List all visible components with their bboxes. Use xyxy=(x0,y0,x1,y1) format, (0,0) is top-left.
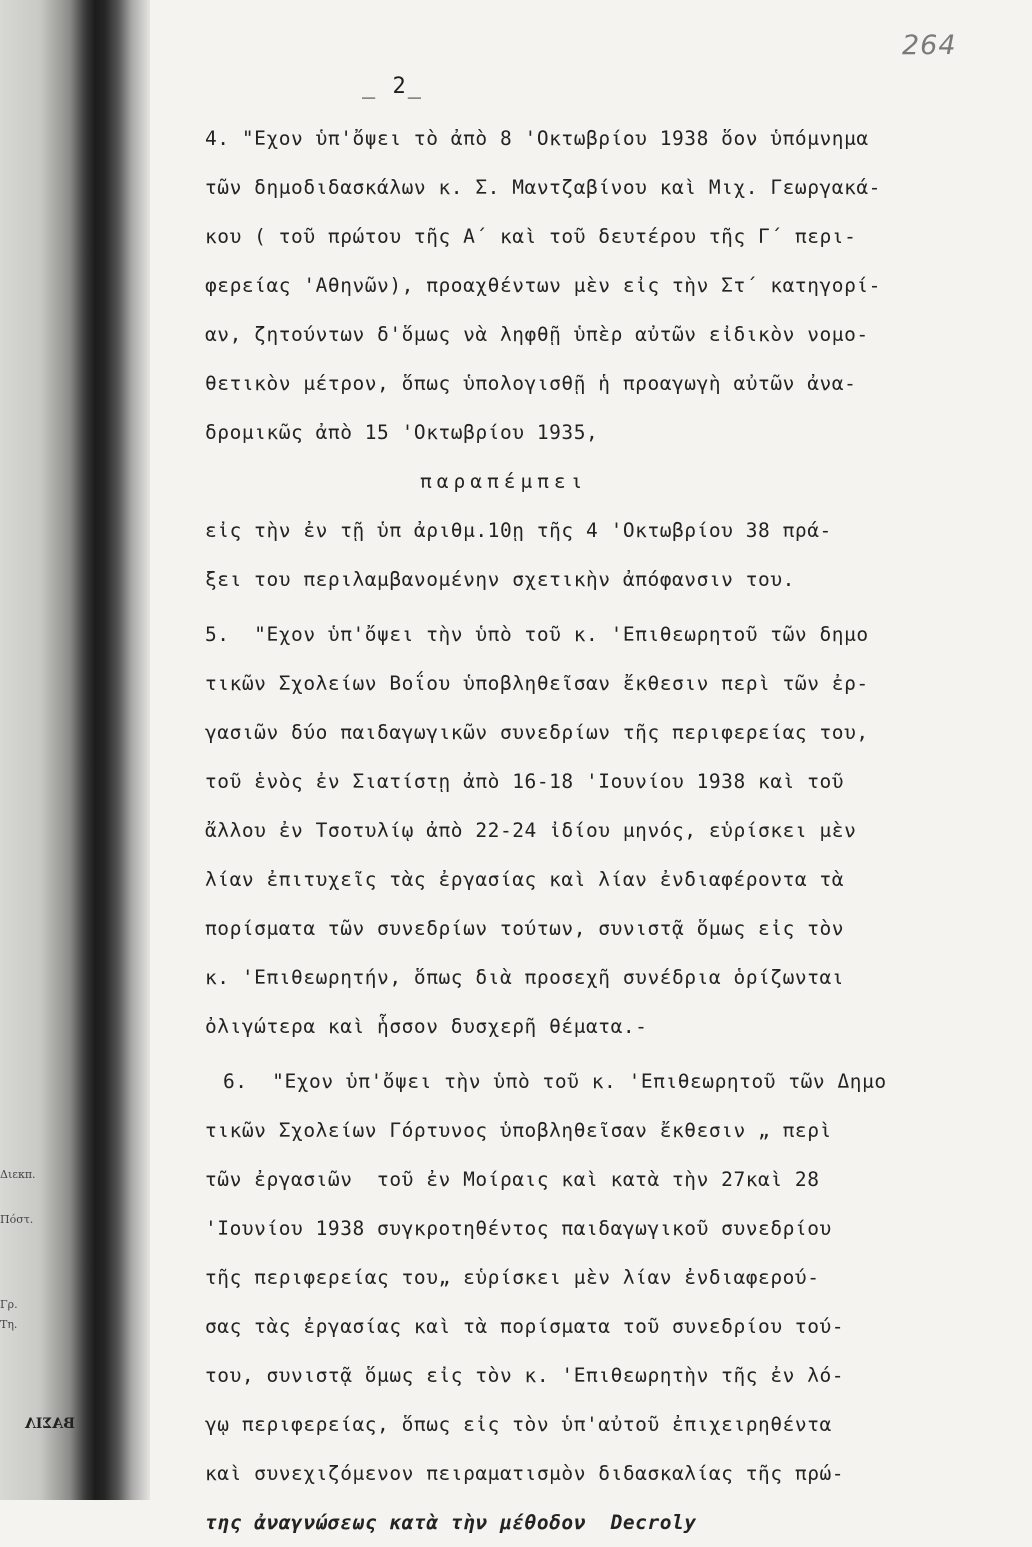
text-line: 'Ιουνίου 1938 συγκροτηθέντος παιδαγωγικοῦ συνεδρίου xyxy=(205,1217,832,1240)
text-line: ξει του περιλαμβανομένην σχετικὴν ἀπόφανσιν του. xyxy=(205,568,795,591)
page-number: _ 2_ xyxy=(362,74,423,99)
text-line: τῶν δημοδιδασκάλων κ. Σ. Μαντζαβίνου καὶ Μιχ. Γεωργακά- xyxy=(205,176,881,199)
text-line: ὀλιγώτερα καὶ ἧσσον δυσχερῆ θέματα.- xyxy=(205,1015,648,1038)
text-line: δρομικῶς ἀπὸ 15 'Οκτωβρίου 1935, xyxy=(205,421,599,444)
text-line: γῳ περιφερείας, ὅπως εἰς τὸν ὑπ'αὐτοῦ ἐπιχειρηθέντα xyxy=(205,1413,832,1436)
folio-number: 264 xyxy=(902,30,957,61)
left-page-fragment: Διεκπ. xyxy=(0,1168,36,1181)
text-line: σας τὰς ἐργασίας καὶ τὰ πορίσματα τοῦ συνεδρίου τού- xyxy=(205,1315,845,1338)
text-line: τικῶν Σχολείων Γόρτυνος ὑποβληθεῖσαν ἔκθεσιν „ περὶ xyxy=(205,1119,832,1142)
text-line: του, συνιστᾷ ὅμως εἰς τὸν κ. 'Επιθεωρητὴν τῆς ἐν λό- xyxy=(205,1364,845,1387)
text-line: γασιῶν δύο παιδαγωγικῶν συνεδρίων τῆς περιφερείας του, xyxy=(205,721,869,744)
document-body xyxy=(205,114,995,1547)
left-page-fragment: Γρ. xyxy=(0,1298,18,1311)
text-line: της ἀναγνώσεως κατὰ τὴν μέθοδον Decroly xyxy=(205,1511,697,1534)
text-line: 5. "Εχον ὑπ'ὄψει τὴν ὑπὸ τοῦ κ. 'Επιθεωρητοῦ τῶν δημο xyxy=(205,623,869,646)
text-line: φερείας 'Αθηνῶν), προαχθέντων μὲν εἰς τὴν Στ΄ κατηγορί- xyxy=(205,274,881,297)
text-line: κου ( τοῦ πρώτου τῆς Α΄ καὶ τοῦ δευτέρου τῆς Γ΄ περι- xyxy=(205,225,857,248)
text-line: κ. 'Επιθεωρητήν, ὅπως διὰ προσεχῆ συνέδρια ὁρίζωνται xyxy=(205,966,845,989)
text-line: εἰς τὴν ἐν τῇ ὑπ ἀριθμ.10ῃ τῆς 4 'Οκτωβρίου 38 πρά- xyxy=(205,519,832,542)
left-page-fragment: Πόστ. xyxy=(0,1213,34,1226)
text-line: λίαν ἐπιτυχεῖς τὰς ἐργασίας καὶ λίαν ἐνδιαφέροντα τὰ xyxy=(205,868,845,891)
text-line: τῶν ἐργασιῶν τοῦ ἐν Μοίραις καὶ κατὰ τὴν 27καὶ 28 xyxy=(205,1168,820,1191)
text-line: τοῦ ἑνὸς ἐν Σιατίστῃ ἀπὸ 16-18 'Ιουνίου 1938 καὶ τοῦ xyxy=(205,770,845,793)
text-line: τῆς περιφερείας του„ εὑρίσκει μὲν λίαν ἐνδιαφερού- xyxy=(205,1266,820,1289)
text-line: ἄλλου ἐν Τσοτυλίῳ ἀπὸ 22-24 ἰδίου μηνός, εὑρίσκει μὲν xyxy=(205,819,857,842)
text-line: θετικὸν μέτρον, ὅπως ὑπολογισθῇ ἡ προαγωγὴ αὐτῶν ἀνα- xyxy=(205,372,857,395)
left-page-fragment: BAΣIΛ xyxy=(24,1416,75,1432)
text-line: αν, ζητούντων δ'ὅμως νὰ ληφθῇ ὑπὲρ αὐτῶν εἰδικὸν νομο- xyxy=(205,323,869,346)
text-line-centered: παραπέμπει xyxy=(420,470,588,493)
text-line: 4. "Εχον ὑπ'ὄψει τὸ ἀπὸ 8 'Οκτωβρίου 1938 ὅον ὑπόμνημα xyxy=(205,127,869,150)
book-binding-shadow xyxy=(0,0,150,1500)
left-page-fragment: Τη. xyxy=(0,1318,18,1331)
text-line: 6. "Εχον ὑπ'ὄψει τὴν ὑπὸ τοῦ κ. 'Επιθεωρητοῦ τῶν Δημο xyxy=(223,1070,887,1093)
text-line: καὶ συνεχιζόμενον πειραματισμὸν διδασκαλίας τῆς πρώ- xyxy=(205,1462,845,1485)
text-line: πορίσματα τῶν συνεδρίων τούτων, συνιστᾷ ὅμως εἰς τὸν xyxy=(205,917,845,940)
text-line: τικῶν Σχολείων Βοΐου ὑποβληθεῖσαν ἔκθεσιν περὶ τῶν ἐρ- xyxy=(205,672,869,695)
